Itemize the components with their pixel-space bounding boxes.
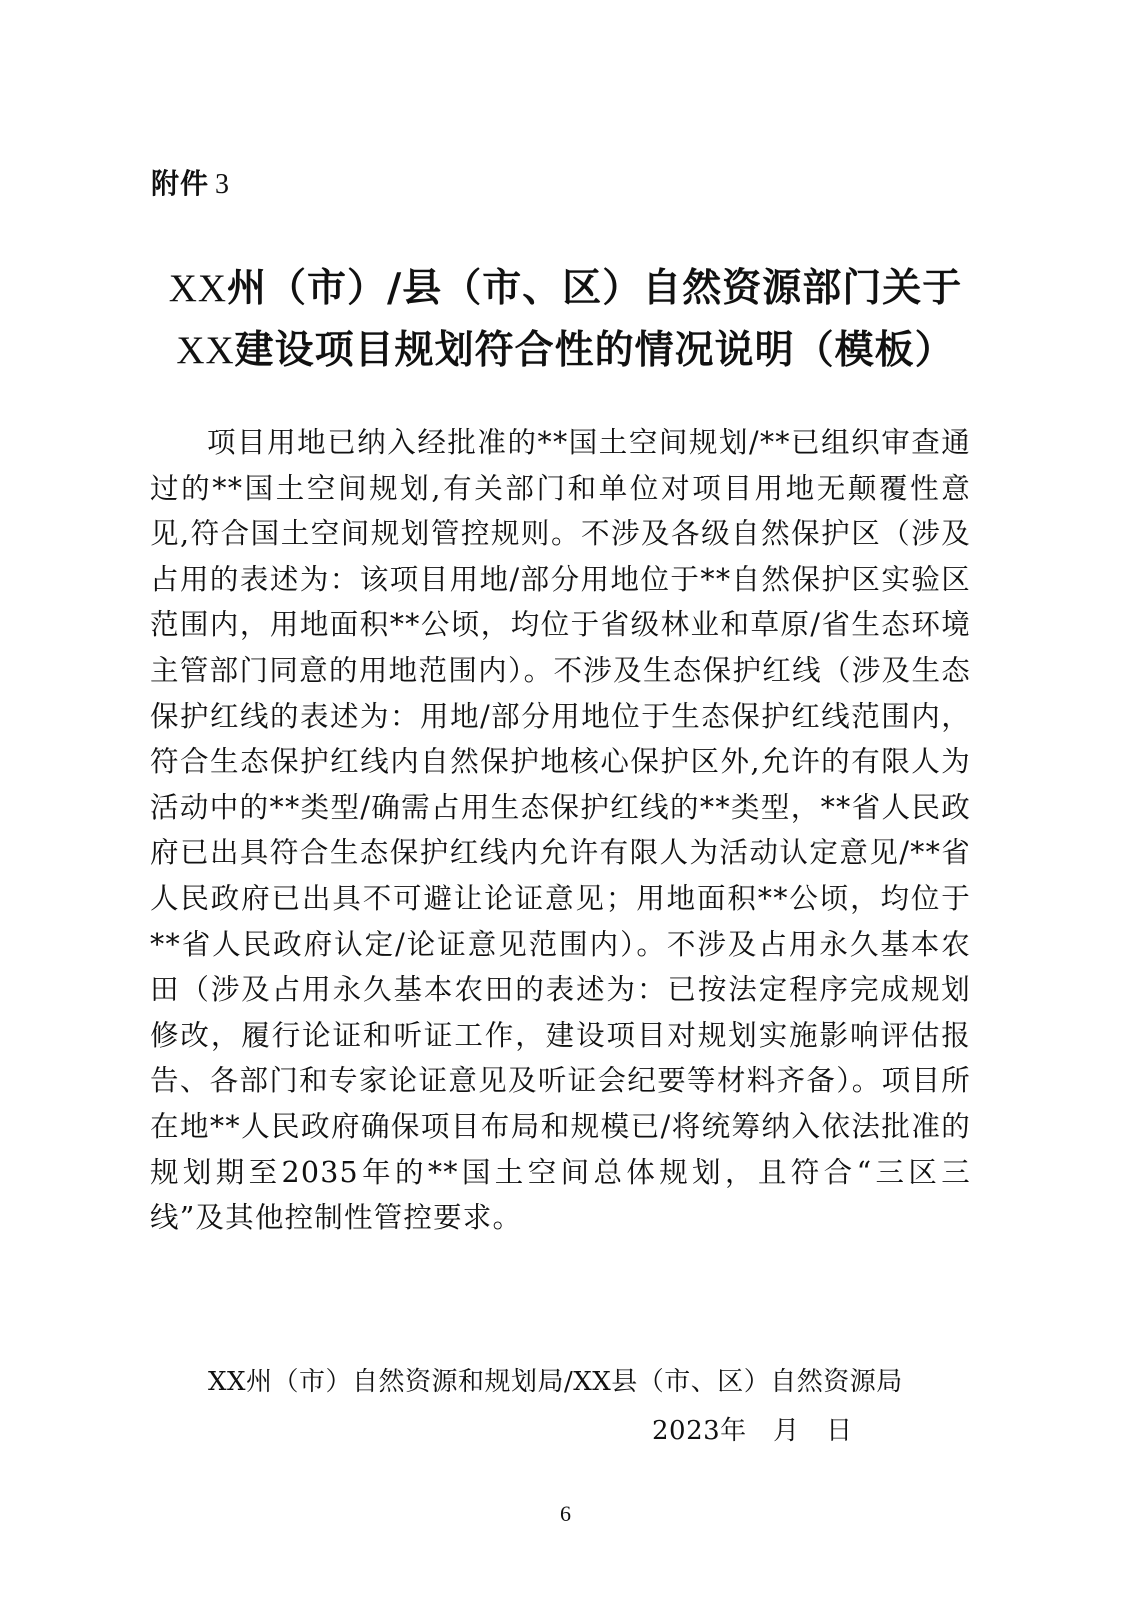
title-line-2-prefix: XX: [176, 329, 235, 372]
signature-organization: XX州（市）自然资源和规划局/XX县（市、区）自然资源局: [208, 1367, 903, 1397]
body-paragraph: 项目用地已纳入经批准的**国土空间规划/**已组织审查通过的**国土空间规划,有关部门和单位对项目用地无颠覆性意见,符合国土空间规划管控规则。不涉及各级自然保护区（涉及占用的表述为：该项目用地/部分用地位于**自然保护区实验区范围内，用地面积**公顷，均位于省级林业和草原/省生态环境主管部门同意的用地范围内）。不涉及生态保护红线（涉及生态保护红线的表述为：用地/部分用地位于生态保护红线范围内，符合生态保护红线内自然保护地核心保护区外,允许的有限人为活动中的**类型/确需占用生态保护红线的**类型，**省人民政府已出具符合生态保护红线内允许有限人为活动认定意见/**省人民政府已出具不可避让论证意见；用地面积**公顷，均位于**省人民政府认定/论证意见范围内）。不涉及占用永久基本农田（涉及占用永久基本农田的表述为：已按法定程序完成规划修改，履行论证和听证工作，建设项目对规划实施影响评估报告、各部门和专家论证意见及听证会纪要等材料齐备）。项目所在地**人民政府确保项目布局和规模已/将统筹纳入依法批准的规划期至2035年的**国土空间总体规划，且符合“三区三线”及其他控制性管控要求。: [150, 426, 971, 1235]
document-title: [100, 258, 1031, 382]
attachment-label: [151, 162, 230, 202]
title-line-1-text: 州（市）/县（市、区）自然资源部门关于: [227, 266, 963, 311]
title-line-2: [100, 320, 1031, 382]
title-line-1-prefix: XX: [168, 267, 228, 310]
page-number: 6: [560, 1501, 571, 1526]
title-line-2-text: 建设项目规划符合性的情况说明（模板）: [234, 328, 955, 373]
signature-date: 2023年 月 日: [652, 1416, 853, 1446]
title-line-1: [100, 258, 1031, 320]
attachment-label-text: 附件: [151, 167, 210, 200]
attachment-number: 3: [215, 169, 231, 200]
